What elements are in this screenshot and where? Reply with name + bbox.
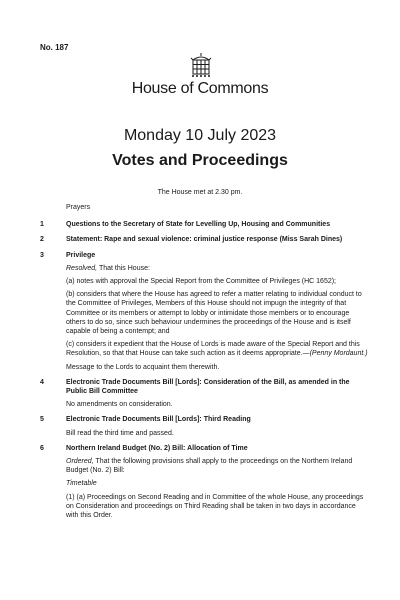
ordered-lead: Ordered, bbox=[66, 458, 94, 466]
lords-message: Message to the Lords to acquaint them therewith. bbox=[66, 363, 220, 371]
resolved-text: That this House: bbox=[97, 264, 150, 272]
resolution-intro bbox=[66, 264, 370, 273]
sitting-date: Monday 10 July 2023 bbox=[123, 127, 277, 144]
timetable-heading: Timetable bbox=[66, 480, 97, 488]
resolution-paragraph-c bbox=[66, 340, 370, 358]
order-intro bbox=[66, 457, 370, 475]
resolution-paragraph-b: (b) considers that where the House has agreed to refer a matter relating to individual conduct to the Committee of Privileges, Members of this House should not impugn the integrity of that Committee or its members or attempt to lobby or intimidate those members or to encourage others to do so, since such behaviour undermines the proceedings of the House and is itself capable of being a contempt; and bbox=[66, 291, 362, 336]
portcullis-icon bbox=[190, 52, 212, 78]
paragraph-c-author: (Penny Mordaunt.) bbox=[309, 350, 368, 358]
item-number: 2 bbox=[40, 236, 44, 244]
list-item bbox=[40, 415, 370, 437]
document-title: Votes and Proceedings bbox=[112, 152, 288, 169]
item-number: 5 bbox=[40, 416, 44, 424]
item-heading: Electronic Trade Documents Bill [Lords]: Consideration of the Bill, as amended in the Public Bill Committee bbox=[66, 378, 350, 396]
item-number: 3 bbox=[40, 251, 44, 259]
item-number: 1 bbox=[40, 221, 44, 229]
resolution-paragraph-a: (a) notes with approval the Special Report from the Committee of Privileges (HC 1652); bbox=[66, 278, 337, 286]
resolved-lead: Resolved, bbox=[66, 264, 98, 272]
list-item bbox=[40, 444, 370, 520]
item-number: 4 bbox=[40, 378, 44, 386]
list-item bbox=[40, 251, 370, 372]
timetable-paragraph-1: (1) (a) Proceedings on Second Reading and in Committee of the whole House, any proceedings on Consideration and proceedings on Third Reading shall be taken in two days in accordance with this Order. bbox=[66, 493, 364, 520]
met-time: The House met at 2.30 pm. bbox=[157, 189, 243, 196]
document-number: No. 187 bbox=[40, 43, 69, 52]
item-text: Bill read the third time and passed. bbox=[66, 429, 174, 437]
list-item bbox=[40, 220, 370, 229]
paragraph-c-text: (c) considers it expedient that the House of Lords is made aware of the Special Report and this Resolution, so that that House can take such action as it deems appropriate.— bbox=[66, 341, 360, 358]
house-name: House of Commons bbox=[131, 80, 269, 97]
list-item bbox=[40, 235, 370, 244]
item-heading: Northern Ireland Budget (No. 2) Bill: Allocation of Time bbox=[66, 444, 248, 452]
item-heading: Electronic Trade Documents Bill [Lords]: Third Reading bbox=[66, 416, 251, 424]
item-heading: Questions to the Secretary of State for Levelling Up, Housing and Communities bbox=[66, 221, 331, 229]
item-heading: Privilege bbox=[66, 251, 96, 259]
item-number: 6 bbox=[40, 444, 44, 452]
item-heading: Statement: Rape and sexual violence: criminal justice response (Miss Sarah Dines) bbox=[66, 236, 343, 244]
proceedings-list bbox=[40, 203, 370, 526]
item-text: No amendments on consideration. bbox=[66, 401, 173, 409]
prayers-label: Prayers bbox=[66, 204, 91, 211]
ordered-text: That the following provisions shall apply to the proceedings on the Northern Ireland Budget (No. 2) Bill: bbox=[66, 458, 353, 475]
list-item bbox=[40, 378, 370, 410]
